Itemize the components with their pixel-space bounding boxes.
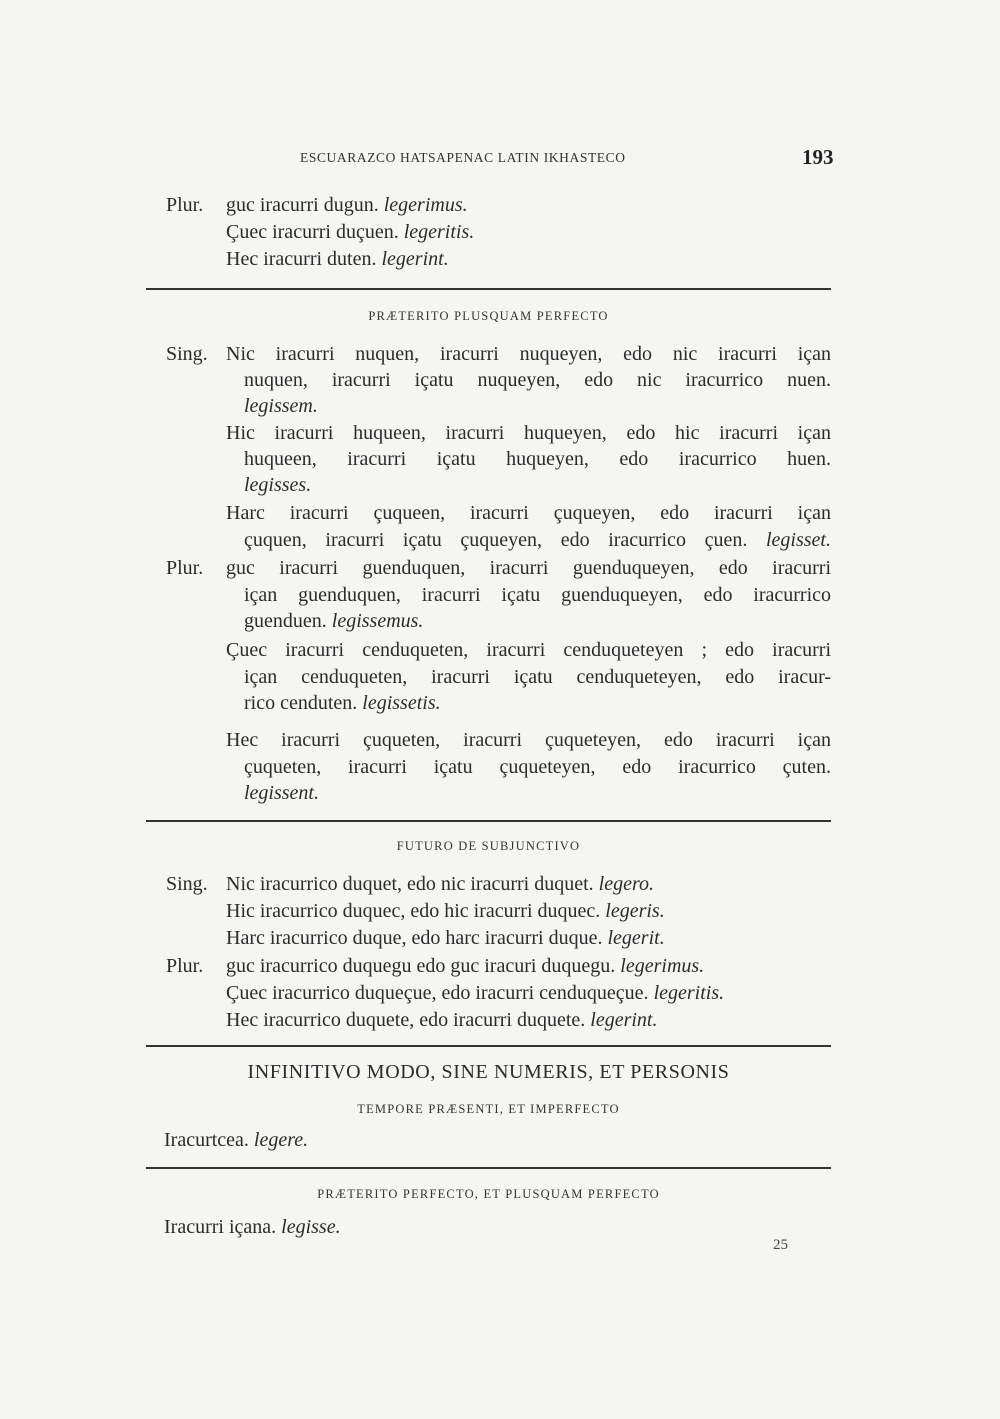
conjugation-line: nuquen, iracurri içatu nuqueyen, edo nic iracurrico nuen. xyxy=(244,369,831,391)
conjugation-line xyxy=(226,871,654,897)
plur-label: Plur. xyxy=(166,557,204,579)
running-head: ESCUARAZCO HATSAPENAC LATIN IKHASTECO xyxy=(300,150,626,165)
conjugation-line: Çuec iracurri cenduqueten, iracurri cenduqueteyen ; edo iracurri xyxy=(226,639,831,661)
latin-text: legissent. xyxy=(244,782,319,804)
latin-gloss xyxy=(244,780,319,806)
section-rule xyxy=(146,1167,831,1169)
section-rule xyxy=(146,820,831,822)
conjugation-line: çuqueten, iracurri içatu çuqueteyen, edo iracurrico çuten. xyxy=(244,756,831,778)
latin-gloss: legissemus. xyxy=(331,610,424,632)
line-text: Harc iracurrico duque, edo harc iracurri duque. xyxy=(226,927,603,949)
conjugation-line: guc iracurri guenduquen, iracurri guenduqueyen, edo iracurri xyxy=(226,557,831,579)
conjugation-line: Harc iracurri çuqueen, iracurri çuqueyen, edo iracurri içan xyxy=(226,502,831,524)
plur-label: Plur. xyxy=(166,194,204,216)
latin-gloss xyxy=(244,472,311,498)
line-text: Çuec iracurrico duqueçue, edo iracurri cenduqueçue. xyxy=(226,982,649,1004)
conjugation-line xyxy=(226,925,665,951)
line-text: guc iracurrico duquegu edo guc iracuri duquegu. xyxy=(226,955,616,977)
line-text: Iracurri içana. xyxy=(164,1216,277,1238)
latin-gloss: legerimus. xyxy=(383,194,468,216)
infinitivo-heading: INFINITIVO MODO, SINE NUMERIS, ET PERSONIS xyxy=(247,1061,730,1083)
line-text: çuquen, iracurri içatu çuqueyen, edo iracurrico çuen. xyxy=(244,529,748,551)
latin-gloss: legerint. xyxy=(381,248,449,270)
conjugation-line: Hec iracurri çuqueten, iracurri çuqueteyen, edo iracurri içan xyxy=(226,729,831,751)
line-text: guc iracurri dugun. xyxy=(226,194,379,216)
conjugation-line: Hic iracurri huqueen, iracurri huqueyen, edo hic iracurri içan xyxy=(226,422,831,444)
latin-gloss: legeris. xyxy=(605,900,665,922)
conjugation-line xyxy=(226,246,449,272)
conjugation-line xyxy=(164,1214,341,1240)
latin-gloss: legeritis. xyxy=(653,982,725,1004)
line-text: Hic iracurrico duquec, edo hic iracurri duquec. xyxy=(226,900,601,922)
conjugation-line: huqueen, iracurri içatu huqueyen, edo iracurrico huen. xyxy=(244,448,831,470)
conjugation-line xyxy=(226,980,724,1006)
section-title-plusquam: PRÆTERITO PLUSQUAM PERFECTO xyxy=(368,309,609,323)
conjugation-line xyxy=(244,690,441,716)
signature-mark: 25 xyxy=(773,1237,788,1253)
line-text: Nic iracurrico duquet, edo nic iracurri duquet. xyxy=(226,873,594,895)
conjugation-line xyxy=(226,898,665,924)
line-text: rico cenduten. xyxy=(244,692,358,714)
page-number: 193 xyxy=(802,145,834,169)
conjugation-line xyxy=(226,953,704,979)
section-title-perfecto: PRÆTERITO PERFECTO, ET PLUSQUAM PERFECTO xyxy=(317,1187,660,1201)
latin-gloss: legerimus. xyxy=(620,955,705,977)
latin-gloss: legisset. xyxy=(766,529,831,551)
latin-gloss: legisse. xyxy=(281,1216,341,1238)
latin-gloss: legere. xyxy=(253,1129,309,1151)
latin-gloss: legeritis. xyxy=(403,221,475,243)
conjugation-line xyxy=(226,1007,658,1033)
conjugation-line xyxy=(244,608,423,634)
line-text: Hec iracurri duten. xyxy=(226,248,377,270)
line-text: Çuec iracurri duçuen. xyxy=(226,221,399,243)
conjugation-line: içan cenduqueten, iracurri içatu cenduqueteyen, edo iracur- xyxy=(244,666,831,688)
latin-text: legisses. xyxy=(244,474,312,496)
conjugation-line: içan guenduquen, iracurri içatu guenduqueyen, edo iracurrico xyxy=(244,584,831,606)
sing-label: Sing. xyxy=(166,873,208,895)
section-rule xyxy=(146,1045,831,1047)
section-title-tempore: TEMPORE PRÆSENTI, ET IMPERFECTO xyxy=(357,1102,620,1116)
section-rule xyxy=(146,288,831,290)
conjugation-line: Nic iracurri nuquen, iracurri nuqueyen, edo nic iracurri içan xyxy=(226,343,831,365)
latin-gloss: legissetis. xyxy=(362,692,441,714)
section-title-futuro: FUTURO DE SUBJUNCTIVO xyxy=(396,839,581,853)
latin-gloss: legero. xyxy=(598,873,654,895)
conjugation-line xyxy=(244,527,831,553)
line-text: Hec iracurrico duquete, edo iracurri duquete. xyxy=(226,1009,586,1031)
line-text: Iracurtcea. xyxy=(164,1129,249,1151)
latin-text: legissem. xyxy=(244,395,318,417)
conjugation-line xyxy=(226,192,468,218)
latin-gloss: legerit. xyxy=(607,927,665,949)
sing-label: Sing. xyxy=(166,343,208,365)
conjugation-line xyxy=(226,219,474,245)
line-text: guenduen. xyxy=(244,610,327,632)
plur-label: Plur. xyxy=(166,955,204,977)
latin-gloss xyxy=(244,393,318,419)
latin-gloss: legerint. xyxy=(590,1009,658,1031)
conjugation-line xyxy=(164,1127,308,1153)
